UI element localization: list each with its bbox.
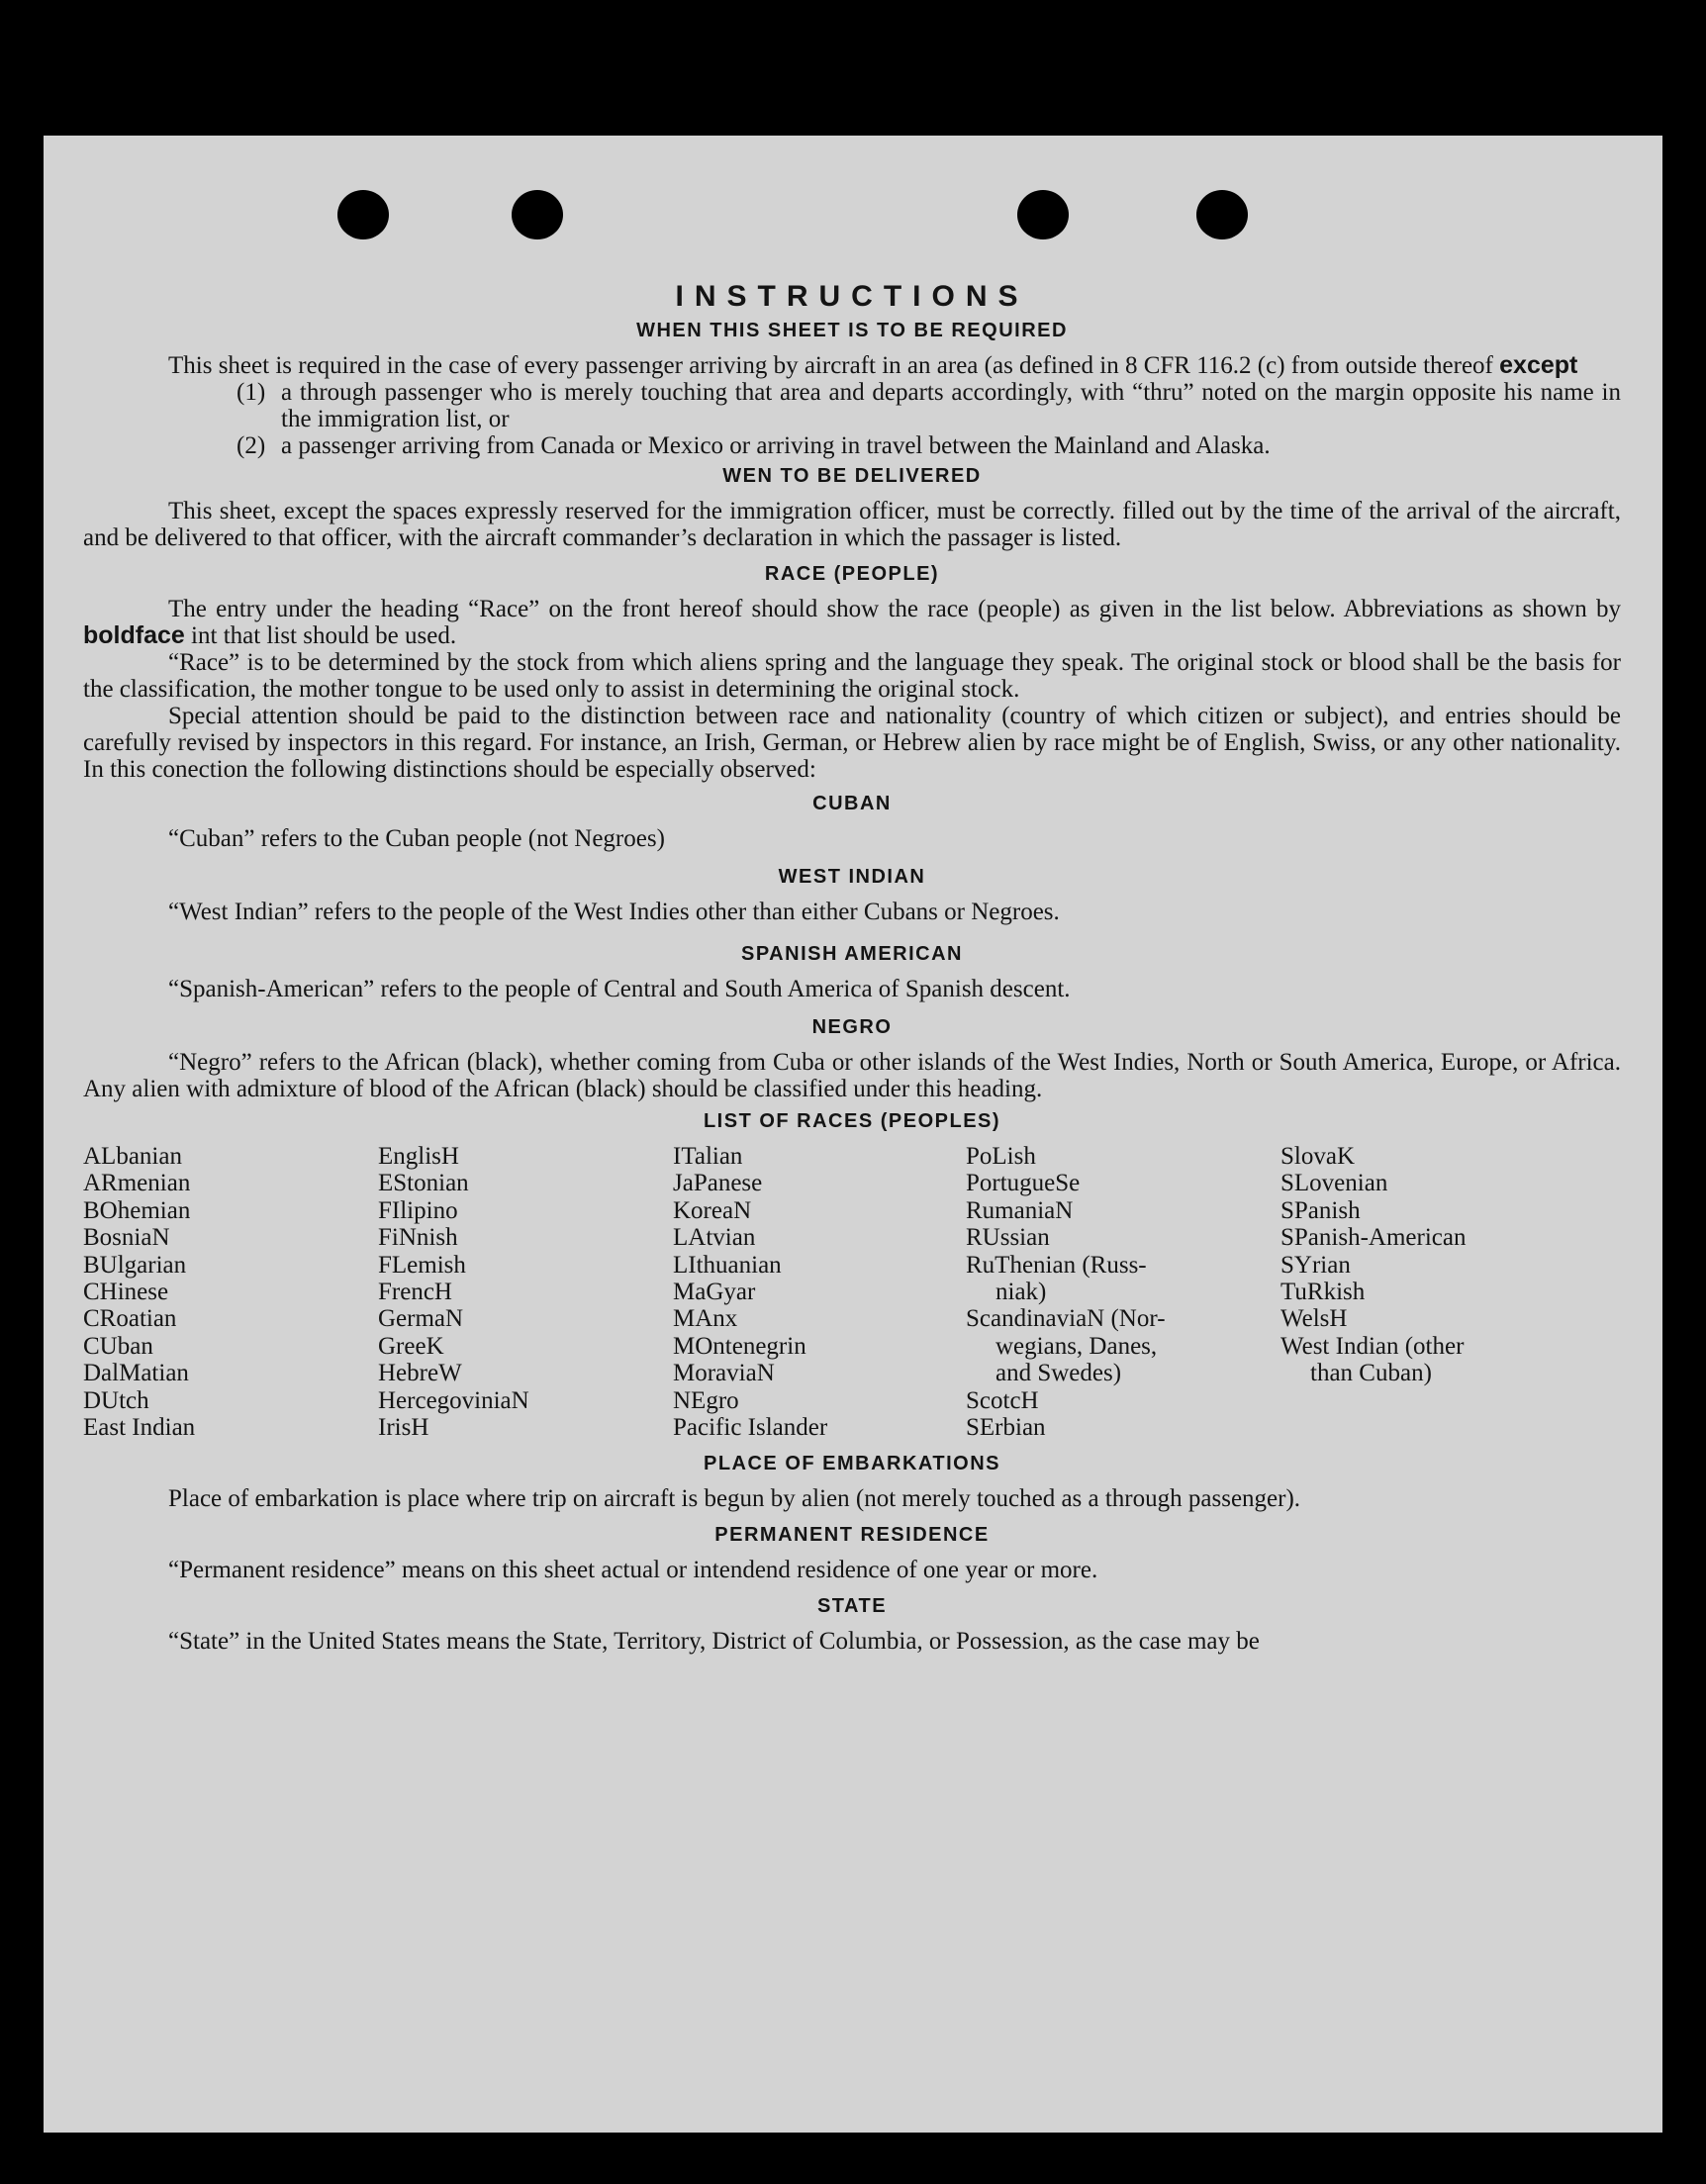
cuban-text: “Cuban” refers to the Cuban people (not Negroes) — [168, 825, 665, 852]
race-paragraph-1: The entry under the heading “Race” on the front hereof should show the race (people) as given in the list below. Abbreviations as shown by boldface int that list should be used. — [83, 596, 1621, 649]
race-entry: FiNnish — [378, 1224, 458, 1252]
heading-when-required: WHEN THIS SHEET IS TO BE REQUIRED — [636, 320, 1068, 341]
race-entry: KoreaN — [673, 1196, 752, 1224]
punch-hole — [1017, 190, 1069, 239]
race-entry: ITalian — [673, 1143, 743, 1170]
race-entry: GreeK — [378, 1332, 444, 1360]
race-entry: RumaniaN — [966, 1196, 1074, 1224]
race-entry: RuThenian (Russ- — [966, 1251, 1147, 1279]
state-text: “State” in the United States means the State, Territory, District of Columbia, or Possession, as the case may be — [168, 1628, 1260, 1656]
punch-hole — [337, 190, 389, 239]
exception-item: (1) a through passenger who is merely touching that area and departs accordingly, with “thru” noted on the margin opposite his name in the immigration list, or — [237, 379, 1621, 432]
race-entry: BOhemian — [83, 1196, 191, 1224]
race-entry: ScotcH — [966, 1386, 1039, 1414]
race-entry: WelsH — [1280, 1305, 1348, 1333]
embarkation-text: Place of embarkation is place where trip on aircraft is begun by alien (not merely touched as a through passenger). — [168, 1485, 1301, 1513]
race-entry: DalMatian — [83, 1360, 189, 1387]
exception-item: (2) a passenger arriving from Canada or Mexico or arriving in travel between the Mainland and Alaska. — [237, 432, 1271, 459]
race-entry: and Swedes) — [995, 1360, 1122, 1387]
heading-embarkation: PLACE OF EMBARKATIONS — [703, 1453, 1000, 1475]
boldface-word: boldface — [83, 621, 185, 649]
race-entry: SLovenian — [1280, 1170, 1388, 1197]
races-column — [673, 1143, 966, 1441]
race-entry: FIlipino — [378, 1196, 458, 1224]
race-entry: CHinese — [83, 1279, 169, 1306]
race-entry: GermaN — [378, 1305, 464, 1333]
heading-negro: NEGRO — [811, 1016, 893, 1038]
west-indian-text: “West Indian” refers to the people of the West Indies other than either Cubans or Negroes. — [168, 899, 1060, 925]
heading-when-delivered: WEN TO BE DELIVERED — [722, 465, 982, 487]
race-entry: TuRkish — [1280, 1279, 1366, 1306]
negro-text: “Negro” refers to the African (black), whether coming from Cuba or other islands of the West Indies, North or South America, Europe, or Africa. Any alien with admixture of blood of the African (black) should be classified under this heading. — [83, 1049, 1621, 1102]
race-entry: JaPanese — [673, 1170, 763, 1197]
race-entry: PortugueSe — [966, 1170, 1081, 1197]
race-entry: EnglisH — [378, 1143, 459, 1170]
punch-hole — [512, 190, 563, 239]
race-entry: DUtch — [83, 1386, 149, 1414]
race-entry: HebreW — [378, 1360, 462, 1387]
race-entry: FLemish — [378, 1251, 466, 1279]
race-entry: RUssian — [966, 1224, 1050, 1252]
race-entry: SlovaK — [1280, 1143, 1355, 1170]
when-required-intro: This sheet is required in the case of every passenger arriving by aircraft in an area (as defined in 8 CFR 116.2 (c) from outside thereof except — [168, 351, 1578, 379]
race-entry: niak) — [995, 1279, 1047, 1306]
race-entry: ARmenian — [83, 1170, 191, 1197]
race-entry: Pacific Islander — [673, 1414, 828, 1442]
race-entry: MAnx — [673, 1305, 738, 1333]
race-entry: IrisH — [378, 1414, 429, 1442]
race-entry: EStonian — [378, 1170, 469, 1197]
race-entry: BosniaN — [83, 1224, 170, 1252]
heading-state: STATE — [816, 1595, 888, 1618]
heading-west-indian: WEST INDIAN — [778, 866, 926, 888]
race-entry: wegians, Danes, — [995, 1332, 1158, 1360]
race-entry: MoraviaN — [673, 1360, 775, 1387]
race-entry: CRoatian — [83, 1305, 177, 1333]
document-page — [44, 136, 1662, 2133]
race-entry: East Indian — [83, 1414, 196, 1442]
race-entry: SPanish — [1280, 1196, 1361, 1224]
punch-hole — [1196, 190, 1248, 239]
race-entry: than Cuban) — [1310, 1360, 1432, 1387]
race-entry: SPanish-American — [1280, 1224, 1467, 1252]
race-entry: ScandinaviaN (Nor- — [966, 1305, 1166, 1333]
race-paragraph-3: Special attention should be paid to the distinction between race and nationality (country of which citizen or subject), and entries should be carefully revised by inspectors in this regard. For instance, an Irish, German, or Hebrew alien by race might be of English, Swiss, or any other nationality. In this conection the following distinctions should be especially observed: — [83, 703, 1621, 783]
races-column — [378, 1143, 673, 1441]
races-column — [1280, 1143, 1466, 1441]
race-entry: HercegoviniaN — [378, 1386, 529, 1414]
race-entry: BUlgarian — [83, 1251, 187, 1279]
race-entry: PoLish — [966, 1143, 1036, 1170]
spanish-american-text: “Spanish-American” refers to the people of Central and South America of Spanish descent. — [168, 976, 1071, 1002]
permanent-residence-text: “Permanent residence” means on this sheet actual or intendend residence of one year or more. — [168, 1557, 1098, 1584]
heading-list-of-races: LIST OF RACES (PEOPLES) — [703, 1110, 1001, 1132]
page-title: INSTRUCTIONS — [675, 280, 1029, 313]
race-entry: MaGyar — [673, 1279, 756, 1306]
race-entry: SErbian — [966, 1414, 1046, 1442]
race-entry: ALbanian — [83, 1143, 182, 1170]
races-column — [83, 1143, 378, 1441]
race-entry: NEgro — [673, 1386, 739, 1414]
heading-race: RACE (PEOPLE) — [764, 563, 940, 585]
heading-cuban: CUBAN — [812, 793, 892, 814]
race-entry: LAtvian — [673, 1224, 756, 1252]
race-entry: SYrian — [1280, 1251, 1351, 1279]
instructions-content — [83, 280, 1621, 1655]
races-column — [966, 1143, 1280, 1441]
race-entry: CUban — [83, 1332, 153, 1360]
race-entry: West Indian (other — [1280, 1332, 1465, 1360]
race-entry: LIthuanian — [673, 1251, 782, 1279]
race-entry: MOntenegrin — [673, 1332, 806, 1360]
when-delivered-text: This sheet, except the spaces expressly reserved for the immigration officer, must be correctly. filled out by the time of the arrival of the aircraft, and be delivered to that officer, with the aircraft commander’s declaration in which the passager is listed. — [83, 498, 1621, 551]
race-paragraph-2: “Race” is to be determined by the stock from which aliens spring and the language they speak. The original stock or blood shall be the basis for the classification, the mother tongue to be used only to assist in determining the original stock. — [83, 649, 1621, 703]
race-entry: FrencH — [378, 1279, 452, 1306]
races-list — [83, 1143, 1621, 1441]
heading-permanent-residence: PERMANENT RESIDENCE — [714, 1524, 990, 1547]
heading-spanish-american: SPANISH AMERICAN — [740, 943, 963, 965]
except-word: except — [1499, 351, 1578, 379]
